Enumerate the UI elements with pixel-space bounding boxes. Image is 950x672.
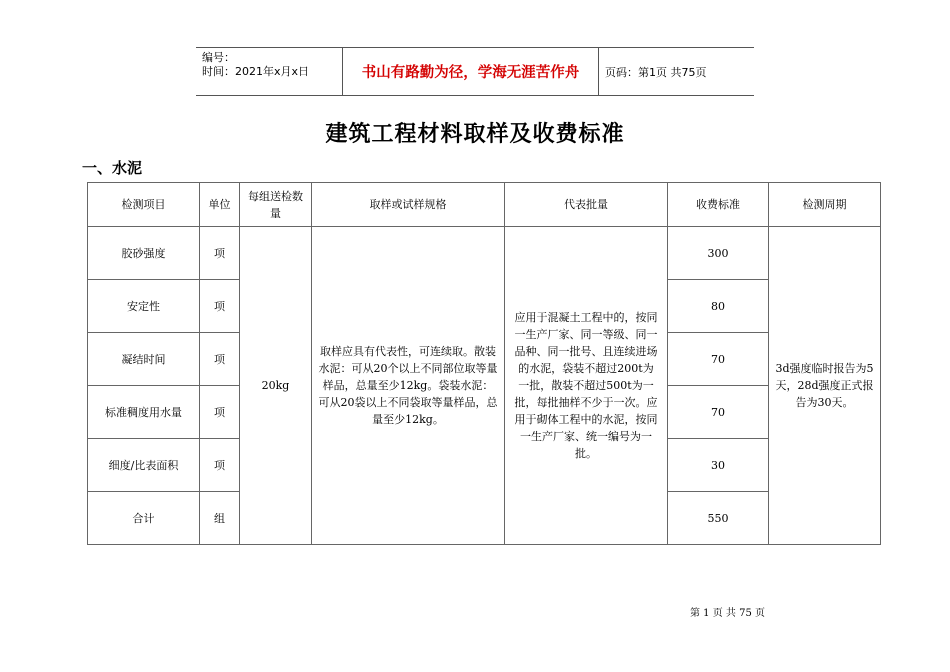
header-qty: 每组送检数量	[240, 183, 312, 227]
section-title: 一、水泥	[82, 159, 143, 177]
period-cell: 3d强度临时报告为5天，28d强度正式报告为30天。	[769, 227, 881, 545]
row-item: 胶砂强度	[88, 227, 200, 280]
row-item: 细度/比表面积	[88, 439, 200, 492]
row-unit: 项	[200, 333, 240, 386]
time-label: 时间：2021年x月x日	[202, 65, 310, 78]
table-header-row	[88, 183, 881, 227]
row-unit: 组	[200, 492, 240, 545]
row-fee: 80	[668, 280, 769, 333]
row-fee: 70	[668, 333, 769, 386]
page-header	[196, 47, 754, 96]
header-motto: 书山有路勤为径，学海无涯苦作舟	[361, 65, 580, 81]
row-item: 凝结时间	[88, 333, 200, 386]
row-item: 安定性	[88, 280, 200, 333]
header-period: 检测周期	[769, 183, 881, 227]
batch-cell: 应用于混凝土工程中的，按同一生产厂家、同一等级、同一品种、同一批号、且连续进场的水泥，袋装不超过200t为一批，散装不超过500t为一批，每批抽样不少于一次。应用于砌体工程中的水泥，按同一生产厂家、统一编号为一批。	[505, 227, 668, 545]
row-unit: 项	[200, 386, 240, 439]
header-page-label: 页码：第1页 共75页	[605, 65, 707, 79]
row-fee: 550	[668, 492, 769, 545]
row-unit: 项	[200, 280, 240, 333]
document-title: 建筑工程材料取样及收费标准	[325, 122, 625, 147]
header-fee: 收费标准	[668, 183, 769, 227]
header-info	[196, 48, 343, 95]
header-motto-cell	[343, 48, 599, 95]
serial-number-label: 编号：	[202, 51, 235, 64]
header-page-cell	[599, 48, 754, 95]
row-item: 标准稠度用水量	[88, 386, 200, 439]
header-item: 检测项目	[88, 183, 200, 227]
row-item: 合计	[88, 492, 200, 545]
header-batch: 代表批量	[505, 183, 668, 227]
table-row	[88, 227, 881, 280]
header-unit: 单位	[200, 183, 240, 227]
row-fee: 30	[668, 439, 769, 492]
row-unit: 项	[200, 227, 240, 280]
spec-cell: 取样应具有代表性，可连续取。散装水泥：可从20个以上不同部位取等量样品，总量至少12kg。袋装水泥：可从20袋以上不同袋取等量样品，总量至少12kg。	[312, 227, 505, 545]
row-fee: 300	[668, 227, 769, 280]
row-fee: 70	[668, 386, 769, 439]
row-unit: 项	[200, 439, 240, 492]
qty-cell: 20kg	[240, 227, 312, 545]
page-footer: 第 1 页 共 75 页	[690, 608, 765, 619]
header-spec: 取样或试样规格	[312, 183, 505, 227]
cement-table	[87, 182, 881, 545]
